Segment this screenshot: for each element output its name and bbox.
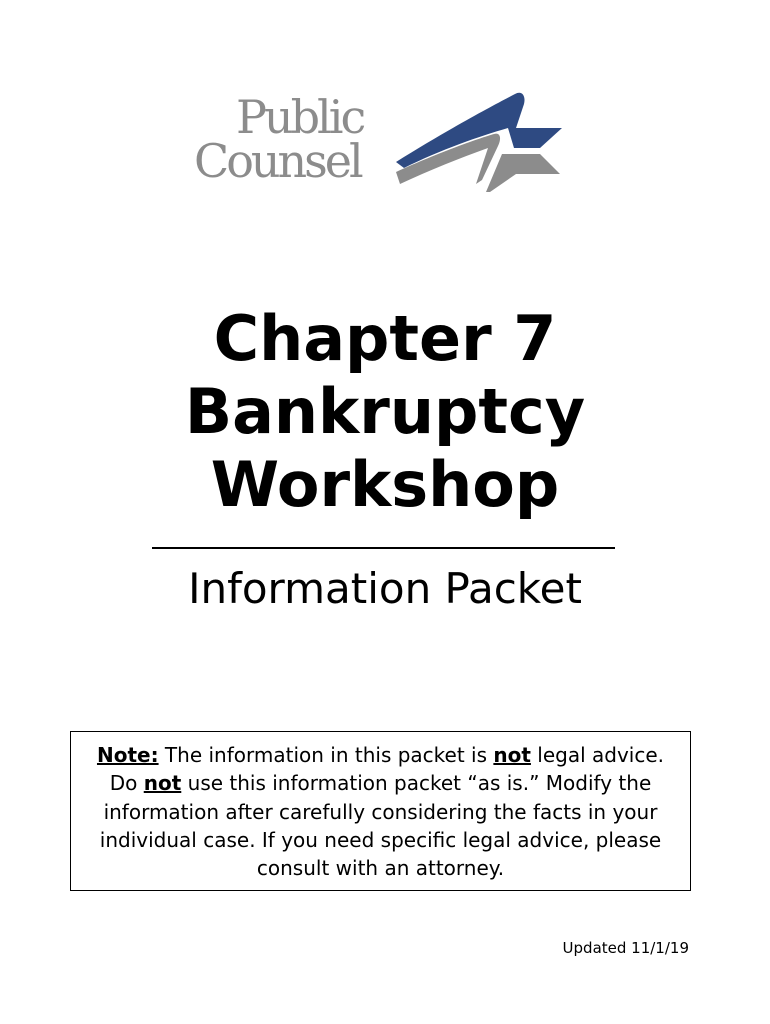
note-text-2: legal advice. Do	[109, 743, 665, 796]
document-title	[0, 302, 770, 521]
title-line-1: Chapter 7	[213, 302, 557, 375]
title-divider	[152, 547, 615, 549]
disclaimer-note-box	[70, 731, 691, 891]
note-text-1: The information in this packet is	[158, 743, 494, 767]
logo-text-counsel: Counsel	[194, 134, 361, 188]
public-counsel-logo	[190, 88, 580, 200]
title-line-3: Workshop	[210, 448, 560, 521]
logo-text-public: Public	[236, 90, 364, 144]
updated-date: Updated 11/1/19	[562, 939, 689, 957]
note-text-3: use this information packet “as is.” Modify the information after carefully considering the facts in your individual case. If you need specific legal advice, please consult with an attorney.	[99, 771, 662, 881]
note-emphasis-not-1: not	[493, 743, 531, 767]
logo-swoosh-icon	[390, 88, 580, 200]
note-emphasis-not-2: not	[143, 771, 182, 796]
document-subtitle: Information Packet	[188, 564, 582, 613]
title-line-2: Bankruptcy	[184, 375, 586, 448]
note-label: Note:	[96, 743, 159, 767]
